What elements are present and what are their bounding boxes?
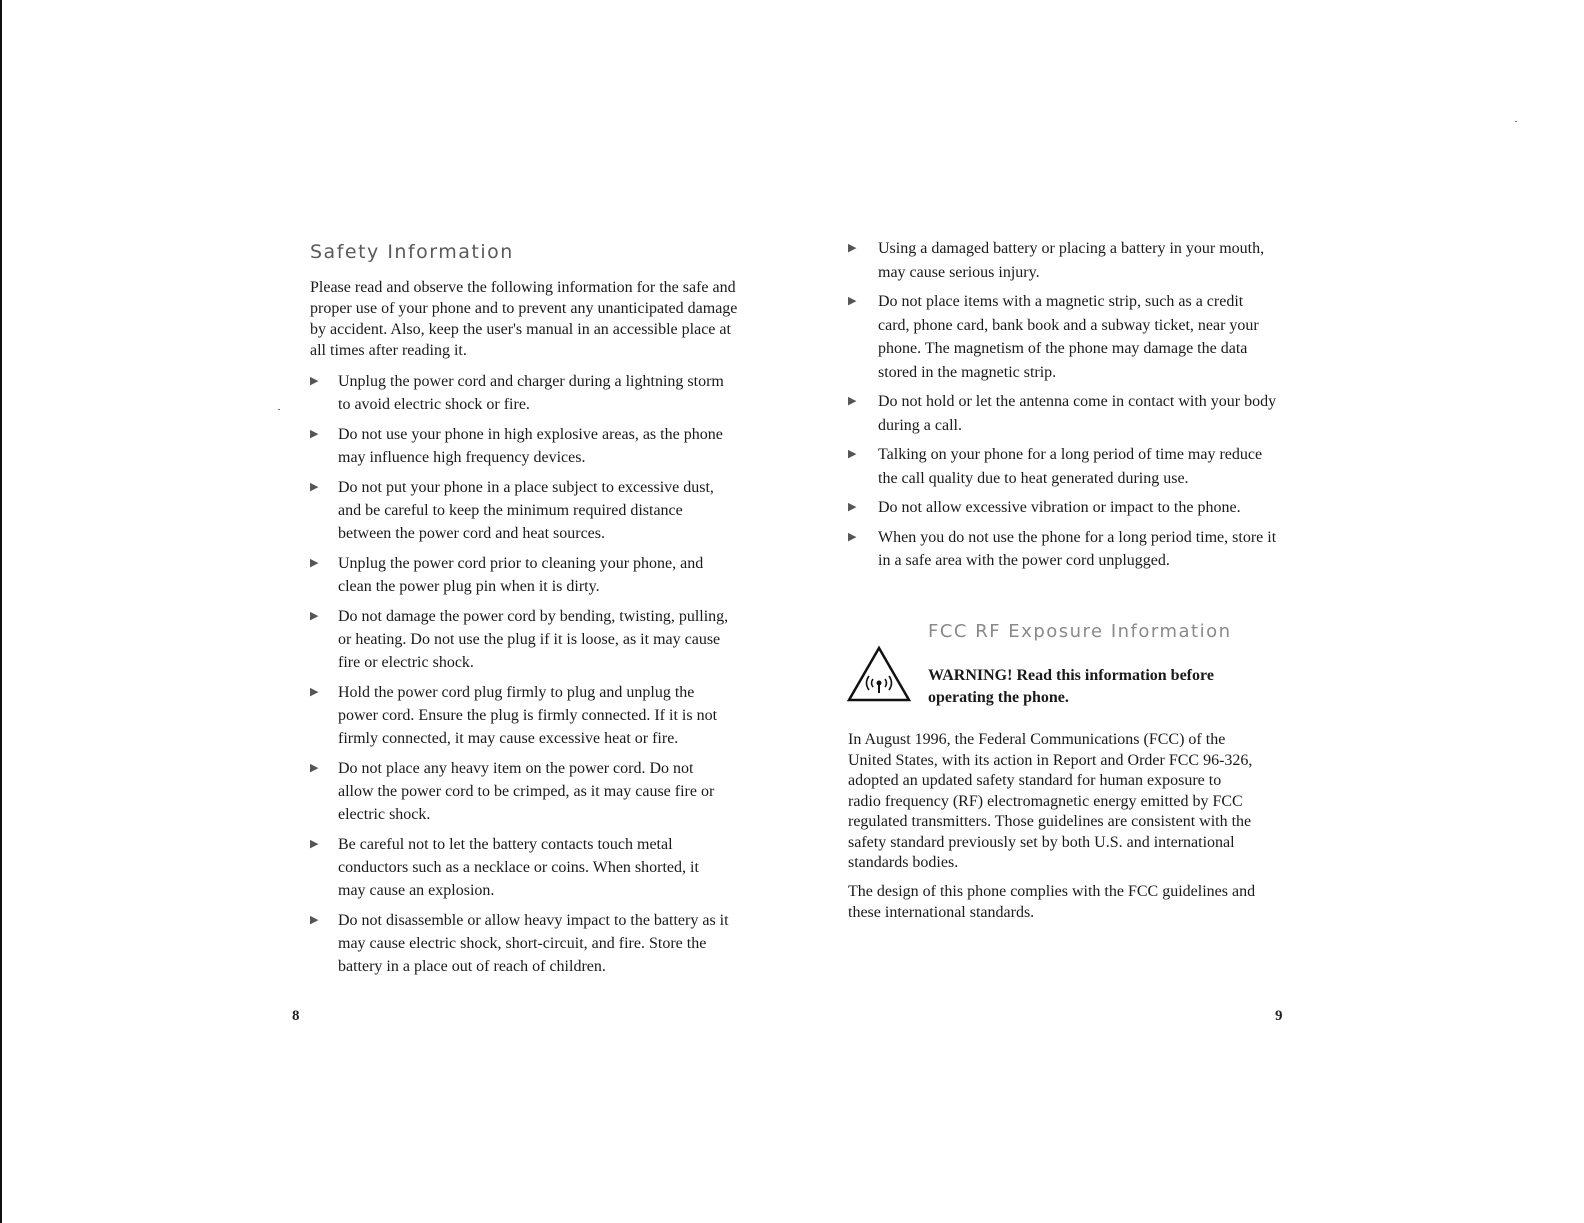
triangle-bullet-icon: ▶	[848, 395, 857, 407]
page-number-left: 8	[292, 1008, 300, 1024]
triangle-bullet-icon: ▶	[310, 557, 319, 569]
safety-information-title: Safety Information	[310, 241, 514, 263]
triangle-bullet-icon: ▶	[310, 375, 319, 387]
triangle-bullet-icon: ▶	[310, 686, 319, 698]
fcc-paragraph: In August 1996, the Federal Communications (FCC) of the United States, with its action in Report and Order FCC 96-326, adopted an updated safety standard for human exposure to radio frequency (RF) electromagnetic energy emitted by FCC regulated transmitters. Those guidelines are consistent with the safety standard previously set by both U.S. and international standards bodies.	[848, 731, 1253, 871]
scan-speck	[278, 409, 280, 410]
triangle-bullet-icon: ▶	[848, 501, 857, 513]
list-item	[310, 833, 730, 902]
list-item	[310, 605, 730, 674]
bullet-text: Do not disassemble or allow heavy impact to the battery as it may cause electric shock, short-circuit, and fire. Store the battery in a place out of reach of children.	[338, 912, 729, 975]
triangle-bullet-icon: ▶	[310, 838, 319, 850]
bullet-text: Using a damaged battery or placing a battery in your mouth, may cause serious injury.	[878, 240, 1265, 281]
triangle-bullet-icon: ▶	[848, 295, 857, 307]
list-item	[310, 909, 730, 978]
fcc-paragraph: The design of this phone complies with the FCC guidelines and these international standards.	[848, 883, 1256, 921]
bullet-text: Do not damage the power cord by bending, twisting, pulling, or heating. Do not use the plug if it is loose, as it may cause fire or electric shock.	[338, 608, 729, 671]
bullet-text: Talking on your phone for a long period of time may reduce the call quality due to heat generated during use.	[878, 446, 1263, 487]
triangle-bullet-icon: ▶	[310, 610, 319, 622]
list-item	[848, 526, 1278, 573]
bullet-text: Do not allow excessive vibration or impact to the phone.	[878, 499, 1241, 516]
scan-edge-line	[0, 0, 2, 1223]
list-item	[310, 423, 730, 469]
bullet-text: When you do not use the phone for a long period time, store it in a safe area with the power cord unplugged.	[878, 528, 1277, 569]
triangle-bullet-icon: ▶	[848, 530, 857, 543]
safety-bullet-list	[310, 370, 730, 985]
triangle-bullet-icon: ▶	[848, 448, 857, 460]
scan-speck	[1515, 121, 1517, 122]
triangle-bullet-icon: ▶	[310, 914, 319, 926]
list-item	[848, 390, 1278, 437]
list-item	[310, 681, 730, 750]
triangle-bullet-icon: ▶	[848, 242, 857, 254]
list-item	[848, 237, 1278, 284]
bullet-text: Hold the power cord plug firmly to plug and unplug the power cord. Ensure the plug is firmly connected. If it is not firmly connected, it may cause excessive heat or fire.	[338, 684, 718, 747]
triangle-bullet-icon: ▶	[310, 428, 319, 440]
list-item	[848, 443, 1278, 490]
page-number-right: 9	[1275, 1008, 1283, 1024]
list-item	[848, 496, 1278, 520]
safety-bullet-list-continued	[848, 237, 1278, 579]
bullet-text: Do not put your phone in a place subject to excessive dust, and be careful to keep the minimum required distance between the power cord and heat sources.	[338, 479, 714, 542]
list-item	[310, 370, 730, 416]
list-item	[310, 552, 730, 598]
bullet-text: Do not use your phone in high explosive areas, as the phone may influence high frequency devices.	[338, 426, 723, 466]
bullet-text: Do not place items with a magnetic strip, such as a credit card, phone card, bank book and a subway ticket, near your phone. The magnetism of the phone may damage the data stored in the magnetic strip.	[878, 293, 1259, 381]
triangle-bullet-icon: ▶	[310, 481, 319, 493]
fcc-warning-text: WARNING! Read this information before operating the phone.	[928, 667, 1214, 706]
list-item	[848, 290, 1278, 384]
bullet-text: Be careful not to let the battery contacts touch metal conductors such as a necklace or coins. When shorted, it may cause an explosion.	[338, 836, 699, 899]
bullet-text: Unplug the power cord and charger during a lightning storm to avoid electric shock or fire.	[338, 373, 724, 413]
bullet-text: Unplug the power cord prior to cleaning your phone, and clean the power plug pin when it is dirty.	[338, 555, 704, 595]
list-item	[310, 757, 730, 826]
safety-intro-paragraph: Please read and observe the following information for the safe and proper use of your phone and to prevent any unanticipated damage by accident. Also, keep the user's manual in an accessible place at all times after reading it.	[310, 279, 738, 359]
fcc-rf-exposure-title: FCC RF Exposure Information	[928, 621, 1232, 642]
list-item	[310, 476, 730, 545]
triangle-bullet-icon: ▶	[310, 762, 319, 774]
bullet-text: Do not hold or let the antenna come in contact with your body during a call.	[878, 393, 1277, 434]
bullet-text: Do not place any heavy item on the power cord. Do not allow the power cord to be crimped, as it may cause fire or electric shock.	[338, 760, 715, 823]
rf-warning-triangle-icon	[846, 645, 912, 703]
